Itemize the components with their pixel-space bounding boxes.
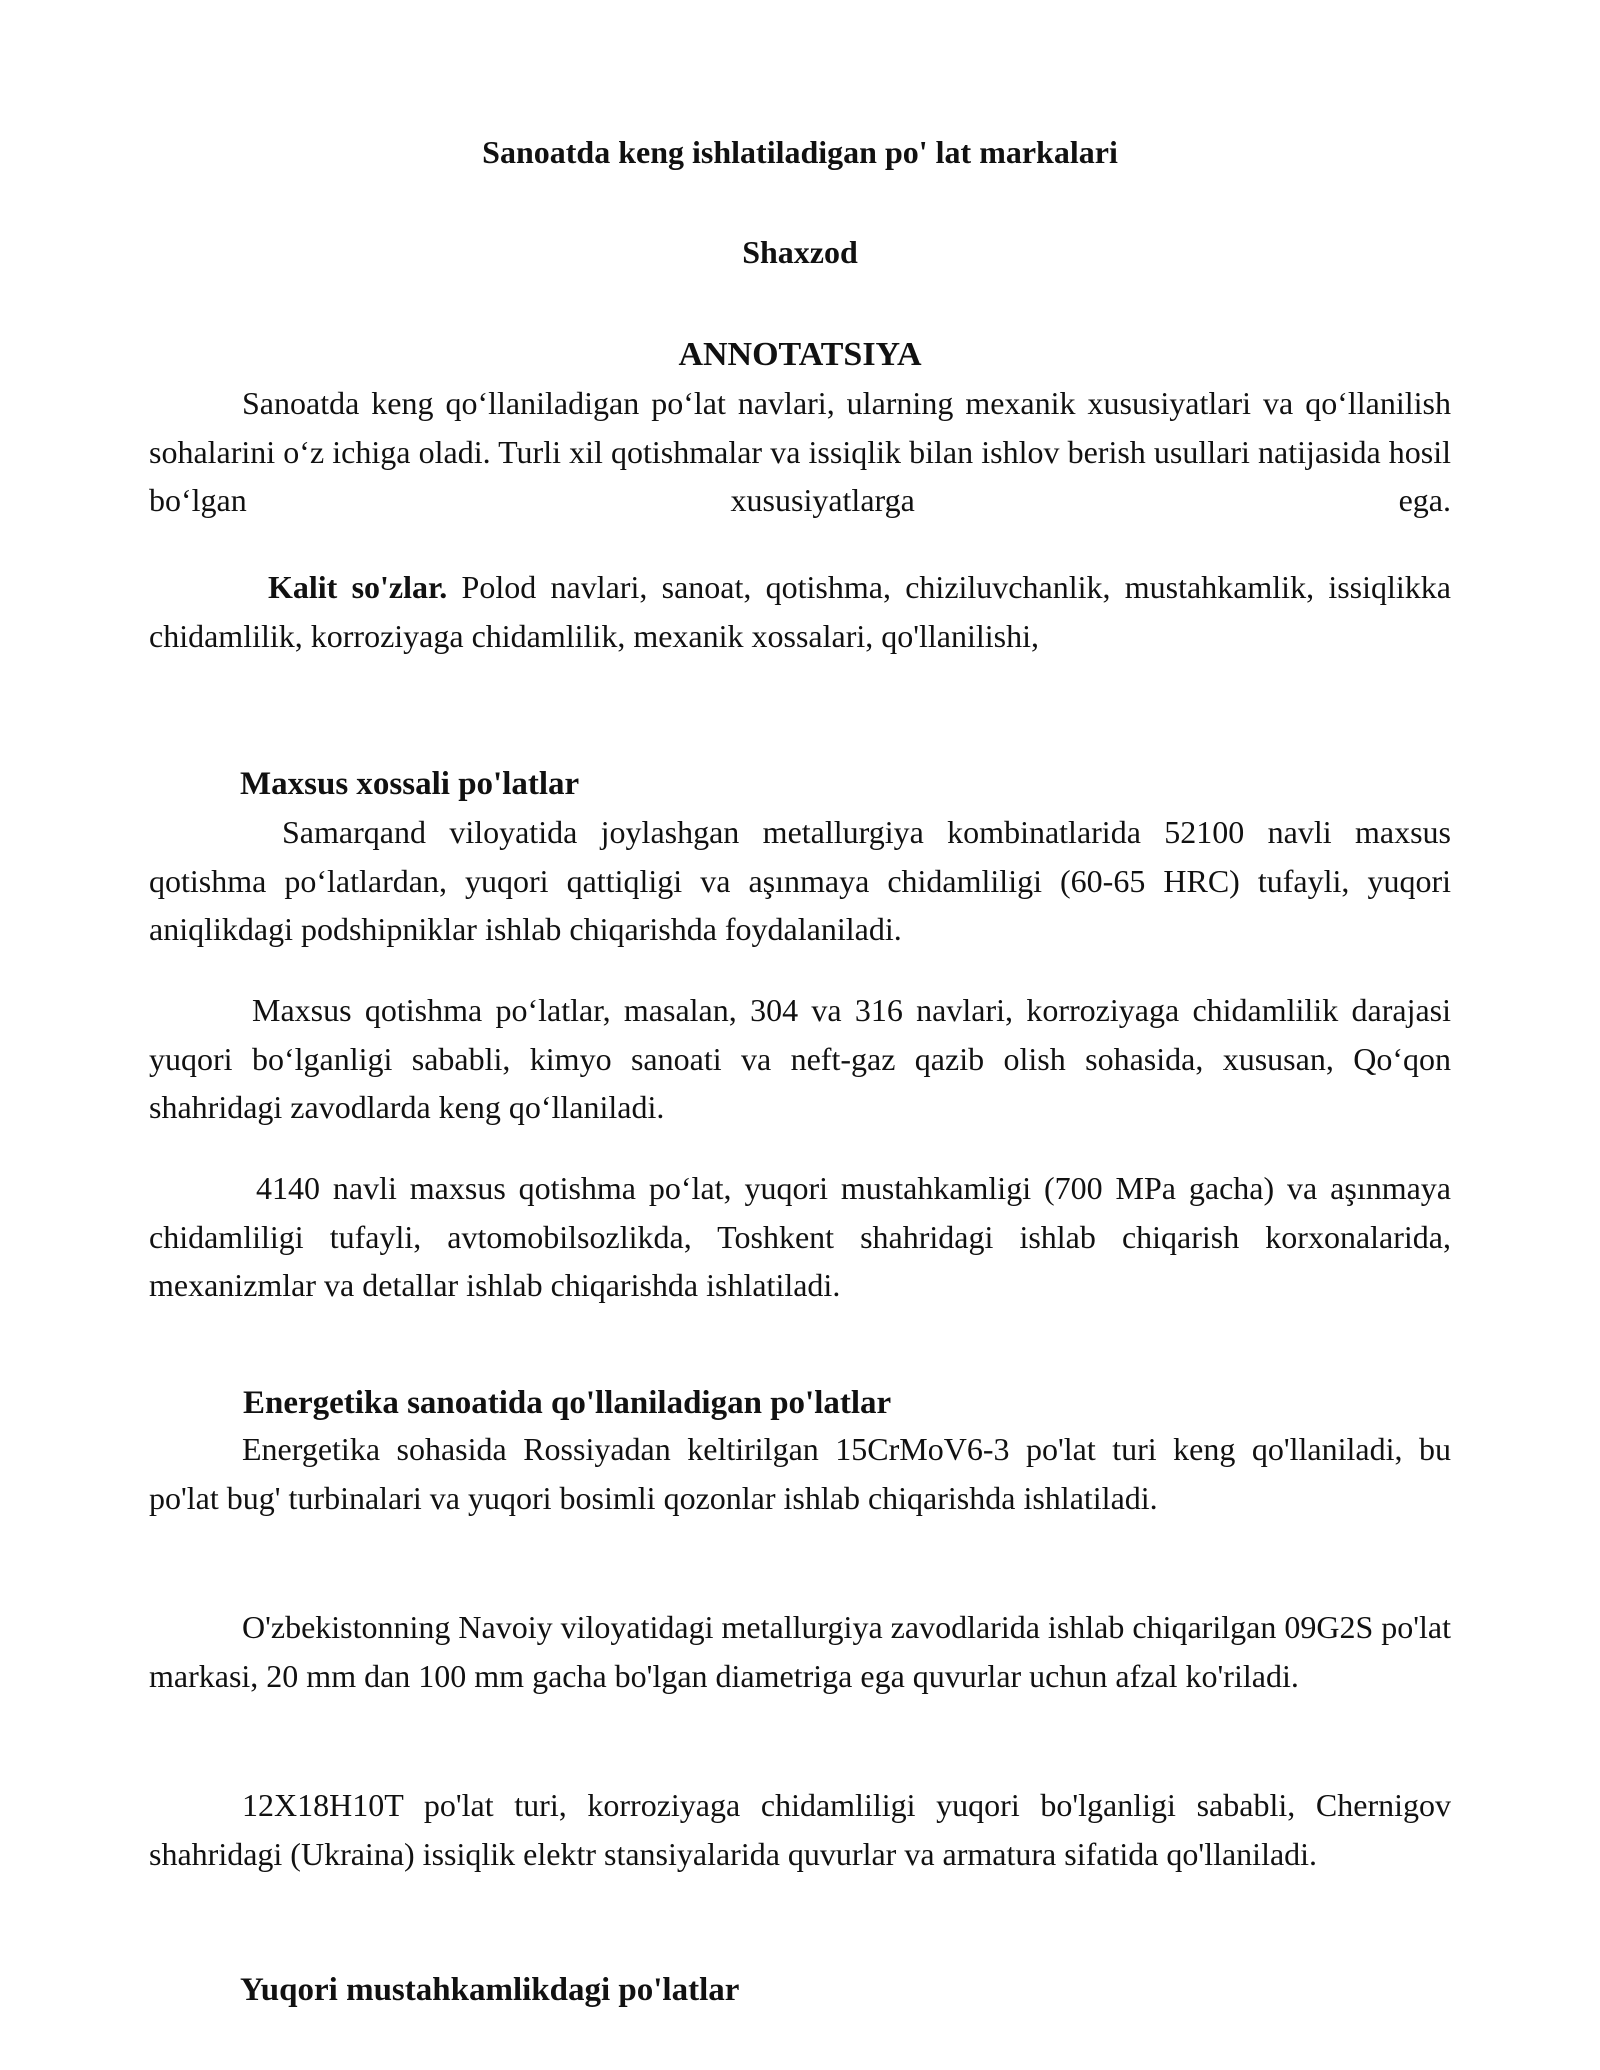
author-name: Shaxzod <box>742 234 858 270</box>
abstract-heading: ANNOTATSIYA <box>678 336 922 373</box>
keywords-text: Polod navlari, sanoat, qotishma, chiziluvchanlik, mustahkamlik, issiqlikka chidamlilik, korroziyaga chidamlilik, mexanik xossalari, qo'llanilishi, <box>149 569 1452 654</box>
keywords-label: Kalit so'zlar. <box>268 569 448 605</box>
keywords-paragraph <box>149 563 1451 660</box>
abstract-paragraph: Sanoatda keng qo‘llaniladigan po‘lat navlari, ularning mexanik xususiyatlari va qo‘llanilish sohalarini o‘z ichiga oladi. Turli xil qotishmalar va issiqlik bilan ishlov berish usullari natijasida hosil bo‘lgan xususiyatlarga ega. <box>149 385 1451 518</box>
section-heading: Yuqori mustahkamlikdagi po'latlar <box>240 1972 740 2008</box>
section-paragraph: 4140 navli maxsus qotishma po‘lat, yuqori mustahkamligi (700 MPa gacha) va aşınmaya chidamliligi tufayli, avtomobilsozlikda, Toshkent shahridagi ishlab chiqarish korxonalarida, mexanizmlar va detallar ishlab chiqarishda ishlatiladi. <box>149 1170 1451 1303</box>
section-paragraph: Maxsus qotishma po‘latlar, masalan, 304 va 316 navlari, korroziyaga chidamlilik darajasi yuqori bo‘lganligi sababli, kimyo sanoati va neft-gaz qazib olish sohasida, xususan, Qo‘qon shahridagi zavodlarda keng qo‘llaniladi. <box>149 992 1451 1125</box>
section-paragraph: Energetika sohasida Rossiyadan keltirilgan 15CrMoV6-3 po'lat turi keng qo'llaniladi, bu po'lat bug' turbinalari va yuqori bosimli qozonlar ishlab chiqarishda ishlatiladi. <box>149 1431 1451 1516</box>
section-heading: Energetika sanoatida qo'llaniladigan po'latlar <box>243 1385 892 1421</box>
section-paragraph: O'zbekistonning Navoiy viloyatidagi metallurgiya zavodlarida ishlab chiqarilgan 09G2S po'lat markasi, 20 mm dan 100 mm gacha bo'lgan diametriga ega quvurlar uchun afzal ko'riladi. <box>149 1609 1451 1694</box>
section-heading: Maxsus xossali po'latlar <box>240 766 580 802</box>
document-title: Sanoatda keng ishlatiladigan po' lat markalari <box>482 134 1118 170</box>
section-paragraph: Samarqand viloyatida joylashgan metallurgiya kombinatlarida 52100 navli maxsus qotishma po‘latlardan, yuqori qattiqligi va aşınmaya chidamliligi (60-65 HRC) tufayli, yuqori aniqlikdagi podshipniklar ishlab chiqarishda foydalaniladi. <box>149 814 1451 947</box>
section-paragraph: 12X18H10T po'lat turi, korroziyaga chidamliligi yuqori bo'lganligi sababli, Chernigov shahridagi (Ukraina) issiqlik elektr stansiyalarida quvurlar va armatura sifatida qo'llaniladi. <box>149 1787 1451 1872</box>
